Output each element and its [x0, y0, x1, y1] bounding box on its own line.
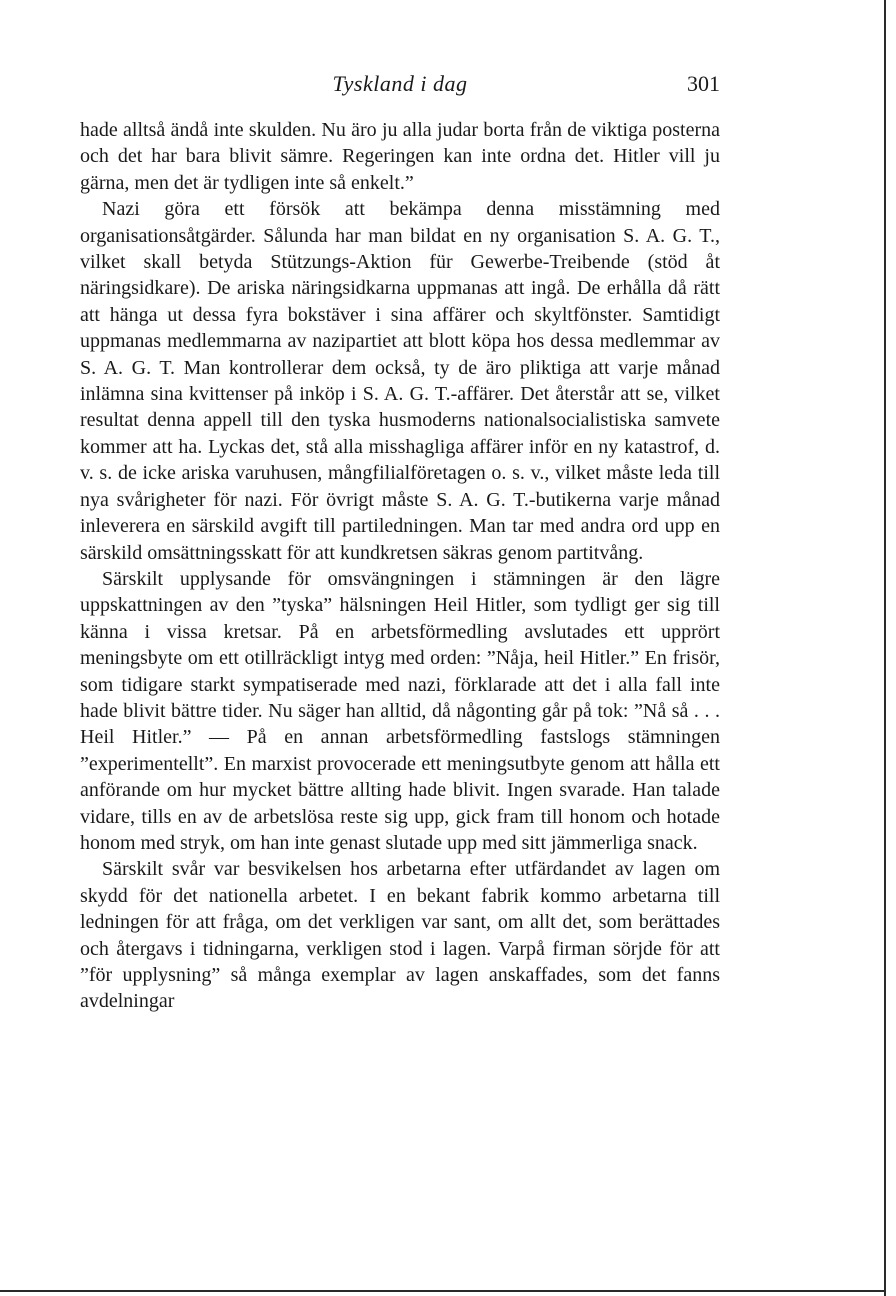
paragraph-2: Nazi göra ett försök att bekämpa denna misstämning med organisationsåtgärder. Sålunda har man bildat en ny organisation S. A. G. T., vilket skall betyda Stützungs-Aktion für Gewerbe-Treibende (stöd åt näringsidkare). De ariska näringsidkarna uppmanas att ingå. De erhålla då rätt att hänga ut dessa fyra bokstäver i sina affärer och skyltfönster. Samtidigt uppmanas medlemmarna av nazipartiet att blott köpa hos dessa medlemmar av S. A. G. T. Man kontrollerar dem också, ty de äro pliktiga att varje månad inlämna sina kvittenser på inköp i S. A. G. T.-affärer. Det återstår att se, vilket resultat denna appell till den tyska husmoderns nationalsocialistiska samvete kommer att ha. Lyckas det, stå alla misshagliga affärer inför en ny katastrof, d. v. s. de icke ariska varuhusen, mångfilialföretagen o. s. v., vilket måste leda till nya svårigheter för nazi. För övrigt måste S. A. G. T.-butikerna varje månad inleverera en särskild avgift till partiledningen. Man tar med andra ord upp en särskild omsättningsskatt för att kundkretsen säkras genom partitvång. [80, 198, 720, 564]
paragraph-1: hade alltså ändå inte skulden. Nu äro ju alla judar borta från de viktiga posterna och det har bara blivit sämre. Regeringen kan inte ordna det. Hitler vill ju gärna, men det är tydligen inte så enkelt.” [80, 119, 720, 194]
running-title: Tyskland i dag [332, 71, 468, 96]
page-header [80, 71, 720, 103]
page-number: 301 [687, 71, 720, 96]
paragraph-4: Särskilt svår var besvikelsen hos arbetarna efter utfärdandet av lagen om skydd för det nationella arbetet. I en bekant fabrik kommo arbetarna till ledningen för att fråga, om det verkligen var sant, om allt det, som berättades och återgavs i tidningarna, verkligen stod i lagen. Varpå firman sörjde för att ”för upplysning” så många exemplar av lagen anskaffades, som det fanns avdelningar [80, 858, 720, 1013]
body-text [80, 117, 720, 1015]
paragraph-3: Särskilt upplysande för omsvängningen i stämningen är den lägre uppskattningen av den ”tyska” hälsningen Heil Hitler, som tydligt ger sig till känna i vissa kretsar. På en arbetsförmedling avslutades ett upprört meningsbyte om ett otillräckligt intyg med orden: ”Nåja, heil Hitler.” En frisör, som tidigare starkt sympatiserade med nazi, förklarade att det i alla fall inte hade blivit bättre tider. Nu säger han alltid, då någonting går på tok: ”Nå så . . . Heil Hitler.” — På en annan arbetsförmedling fastslogs stämningen ”experimentellt”. En marxist provocerade ett meningsutbyte genom att hålla ett anförande om hur mycket bättre allting hade blivit. Ingen svarade. Han talade vidare, tills en av de arbetslösa reste sig upp, gick fram till honom och hotade honom med stryk, om han inte genast slutade upp med sitt jämmerliga snack. [80, 567, 720, 854]
page-right-edge [884, 0, 886, 1296]
page-bottom-edge [0, 1290, 886, 1292]
